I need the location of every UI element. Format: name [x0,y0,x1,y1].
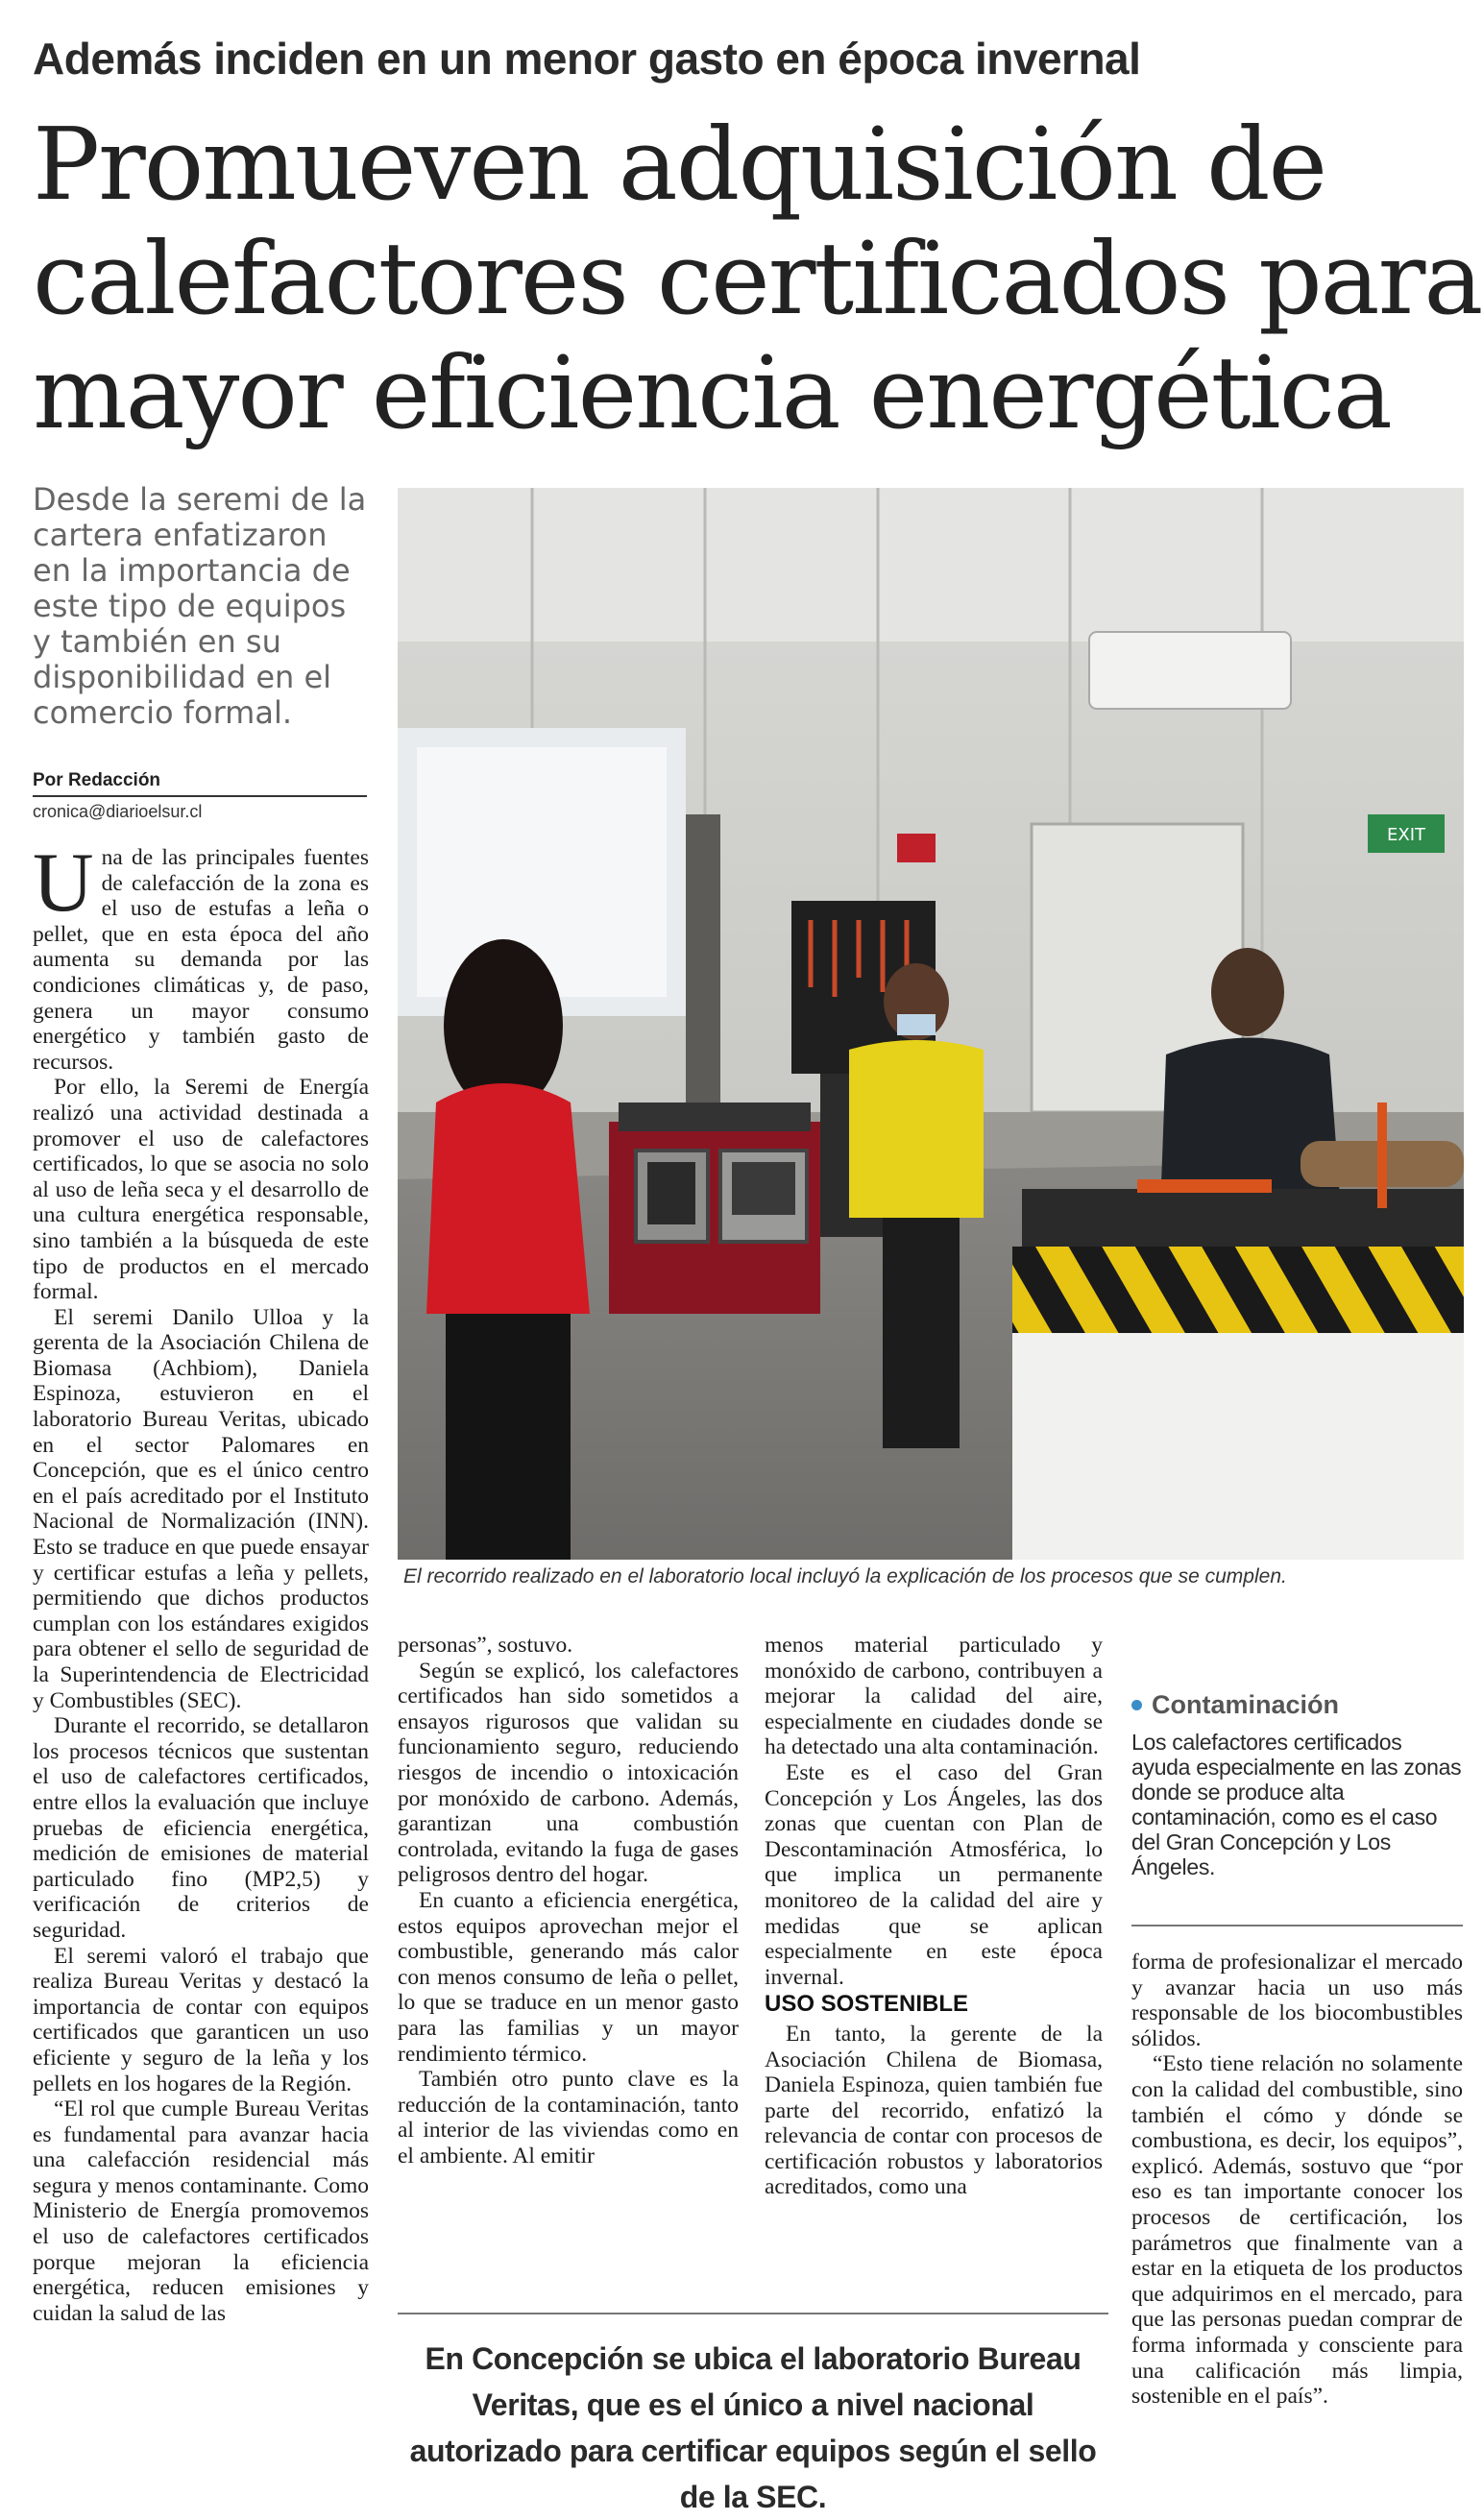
bullet-dot-icon [1131,1700,1142,1710]
sidebar-body: Los calefactores certificados ayuda especialmente en las zonas donde se produce alta contaminación, como es el caso del Gran Concepción y Los Ángeles. [1131,1730,1462,1879]
paragraph: Por ello, la Seremi de Energía realizó una actividad destinada a promover el uso de calefactores certificados, lo que se asocia no solo al uso de leña seca y el desarrollo de una cultura energética responsable, sino también a la búsqueda de este tipo de productos en el mercado formal. [33,1075,369,1305]
headline [33,106,1482,451]
headline-line-3: mayor eficiencia energética [33,334,1391,451]
byline-email[interactable]: cronica@diarioelsur.cl [33,802,203,821]
paragraph: forma de profesionalizar el mercado y avanzar hacia un uso más responsable de los biocombustibles sólidos. [1131,1950,1463,2051]
paragraph: Una de las principales fuentes de calefacción de la zona es el uso de estufas a leña o pellet, que en esta época del año aumenta su demanda por las condiciones climáticas y, de paso, genera un mayor consumo energético y también gasto de recursos. [33,836,369,1075]
section-subhead: USO SOSTENIBLE [765,1991,969,2018]
paragraph: El seremi valoró el trabajo que realiza Bureau Veritas y destacó la importancia de contar con equipos certificados que garanticen un uso eficiente y seguro de la leña y los pellets en los hogares de la Región. [33,1943,369,2096]
drop-cap: U [33,836,94,930]
byline-author: Por Redacción [33,770,367,797]
paragraph: También otro punto clave es la reducción de la contaminación, tanto al interior de las viviendas como en el ambiente. Al emitir [398,2067,739,2169]
body-column-2 [398,1633,739,2169]
sidebar-box [1131,1690,1463,1879]
body-column-3 [765,1633,1103,2200]
paragraph: “El rol que cumple Bureau Veritas es fundamental para avanzar hacia una calefacción residencial más segura y menos contaminante. Como Ministerio de Energía promovemos el uso de calefactores certificados porque mejoran la eficiencia energética, reducen emisiones y cuidan la salud de las [33,2096,369,2326]
body-column-4 [1131,1950,1463,2410]
paragraph: Según se explicó, los calefactores certificados han sido sometidos a ensayos rigurosos que validan su funcionamiento seguro, reduciendo riesgos de incendio o intoxicación por monóxido de carbono. Además, garantizan una combustión controlada, evitando la fuga de gases peligrosos dentro del hogar. [398,1658,739,1888]
paragraph: En cuanto a eficiencia energética, estos equipos aprovechan mejor el combustible, generando más calor con menos consumo de leña o pellet, lo que se traduce en un menor gasto para las familias y un mayor rendimiento térmico. [398,1887,739,2067]
headline-line-1: Promueven adquisición de [33,106,1326,223]
article-photo [398,488,1464,1560]
body-column-1 [33,836,369,2326]
exit-sign: EXIT [1386,825,1426,845]
headline-line-2: calefactores certificados para [33,220,1482,337]
sidebar-title: Contaminación [1131,1690,1463,1720]
divider [398,2313,1108,2314]
lead-summary: Desde la seremi de la cartera enfatizaron en la importancia de este tipo de equipos y también en su disponibilidad en el comercio formal. [33,481,367,731]
paragraph: Este es el caso del Gran Concepción y Los Ángeles, las dos zonas que cuentan con Plan de Descontaminación Atmosférica, lo que implica un permanente monitoreo de la calidad del aire y medidas que se aplican especialmente en este época invernal. [765,1759,1103,1990]
paragraph: En tanto, la gerente de la Asociación Chilena de Biomasa, Daniela Espinoza, quien también fue parte del recorrido, enfatizó la relevancia de contar con procesos de certificación robustos y laboratorios acreditados, como una [765,2021,1103,2200]
paragraph: Durante el recorrido, se detallaron los procesos técnicos que sustentan el uso de calefactores certificados, entre ellos la evaluación que incluye pruebas de eficiencia energética, medición de emisiones de material particulado fino (MP2,5) y verificación de criterios de seguridad. [33,1713,369,1943]
divider [1131,1925,1463,1926]
photo-caption: El recorrido realizado en el laboratorio local incluyó la explicación de los procesos que se cumplen. [403,1565,1287,1587]
paragraph: El seremi Danilo Ulloa y la gerenta de la Asociación Chilena de Biomasa (Achbiom), Daniela Espinoza, estuvieron en el laboratorio Bureau Veritas, ubicado en el sector Palomares en Concepción, que es el único centro en el país acreditado por el Instituto Nacional de Normalización (INN). Esto se traduce en que puede ensayar y certificar estufas a leña y pellets, permitiendo que dichos productos cumplan con los estándares exigidos para obtener el sello de seguridad de la Superintendencia de Electricidad y Combustibles (SEC). [33,1304,369,1713]
paragraph: menos material particulado y monóxido de carbono, contribuyen a mejorar la calidad del aire, especialmente en ciudades donde se ha detectado una alta contaminación. [765,1633,1103,1760]
paragraph: personas”, sostuvo. [398,1633,573,1658]
paragraph: “Esto tiene relación no solamente con la calidad del combustible, sino también el cómo y dónde se combustiona, es decir, los equipos”, explicó. Además, sostuvo que “por eso es tan importante conocer los procesos de certificación, los parámetros que finalmente van a estar en la etiqueta de los productos que adquirimos en el mercado, para que las personas puedan comprar de forma informada y consciente para una calificación más limpia, sostenible en el país”. [1131,2051,1463,2410]
kicker: Además inciden en un menor gasto en época invernal [33,34,1141,84]
pull-quote: En Concepción se ubica el laboratorio Bureau Veritas, que es el único a nivel nacional autorizado para certificar equipos según el sello de la SEC. [409,2341,1097,2514]
